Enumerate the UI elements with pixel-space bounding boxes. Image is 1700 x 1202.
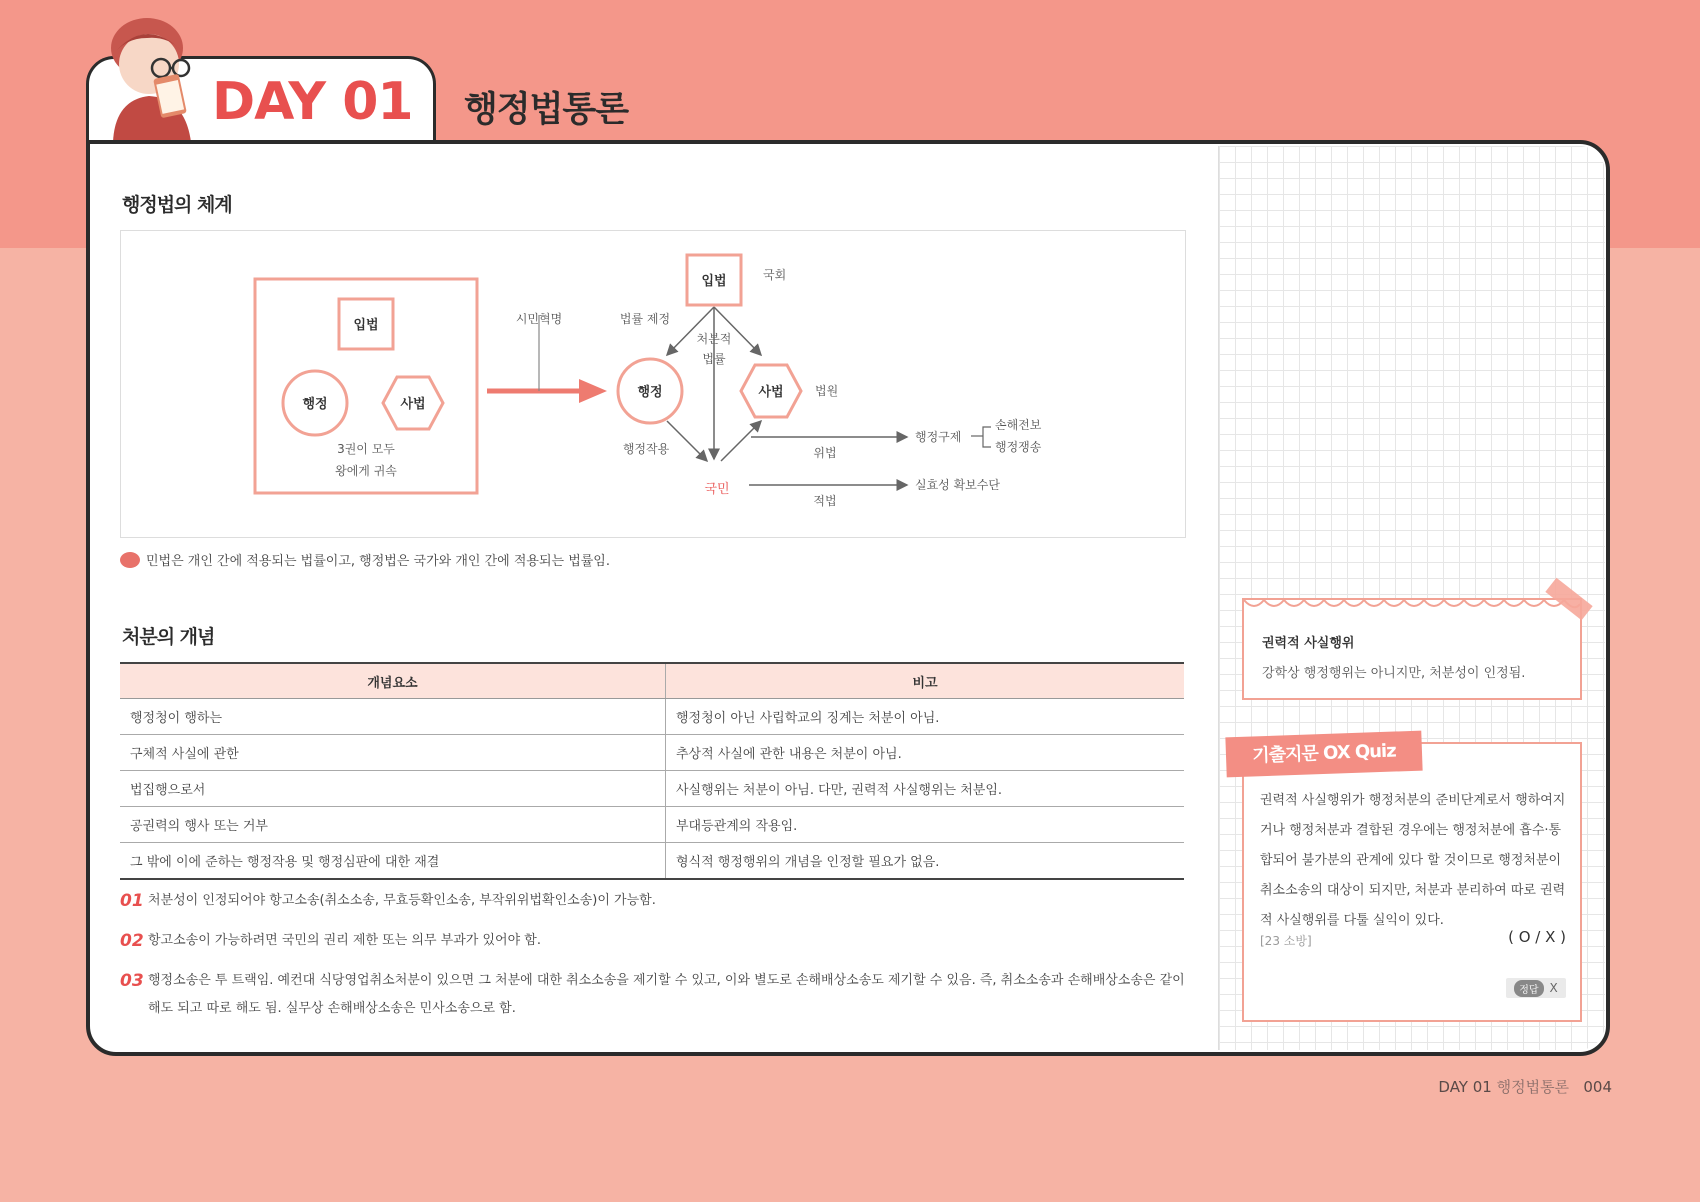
list-item bbox=[120, 887, 1186, 915]
item-text: 항고소송이 가능하려면 국민의 권리 제한 또는 의무 부과가 있어야 함. bbox=[148, 933, 541, 948]
civil-law-note bbox=[120, 550, 610, 569]
admin-relief-label: 행정구제 bbox=[915, 430, 962, 444]
quiz-label: 기출지문 OX Quiz bbox=[1225, 731, 1422, 778]
footer-title: 행정법통론 bbox=[1496, 1078, 1570, 1096]
list-item bbox=[120, 927, 1186, 955]
legislative-label-left: 입법 bbox=[353, 318, 379, 333]
left-caption-line1: 3권이 모두 bbox=[337, 442, 395, 456]
table-cell: 구체적 사실에 관한 bbox=[120, 735, 666, 771]
scalloped-edge bbox=[1244, 598, 1580, 614]
sticky-body: 강학상 행정행위는 아니지만, 처분성이 인정됨. bbox=[1262, 666, 1526, 681]
mascot-character-illustration bbox=[95, 14, 205, 142]
admin-law-system-diagram bbox=[120, 230, 1186, 538]
effectiveness-label: 실효성 확보수단 bbox=[915, 478, 1000, 492]
revolution-label: 시민혁명 bbox=[515, 312, 563, 326]
answer-label: 정답 bbox=[1514, 980, 1543, 997]
legal-label: 적법 bbox=[813, 494, 837, 508]
item-number: 03 bbox=[120, 971, 144, 991]
civil-law-note-text: 민법은 개인 간에 적용되는 법률이고, 행정법은 국가와 개인 간에 적용되는 법률임. bbox=[146, 554, 611, 569]
executive-label-left: 행정 bbox=[302, 397, 328, 412]
table-row bbox=[120, 771, 1184, 807]
table-cell: 그 밖에 이에 준하는 행정작용 및 행정심판에 대한 재결 bbox=[120, 843, 666, 880]
table-header-remark: 비고 bbox=[666, 663, 1185, 699]
answer-value: X bbox=[1549, 981, 1558, 995]
numbered-notes bbox=[120, 887, 1186, 1035]
ox-quiz-box bbox=[1242, 742, 1582, 1022]
page-footer bbox=[1438, 1076, 1612, 1097]
table-row bbox=[120, 699, 1184, 735]
people-label: 국민 bbox=[704, 482, 730, 497]
table-cell: 공권력의 행사 또는 거부 bbox=[120, 807, 666, 843]
table-header-element: 개념요소 bbox=[120, 663, 666, 699]
sticky-note bbox=[1242, 598, 1582, 700]
parliament-label: 국회 bbox=[763, 268, 787, 282]
table-row bbox=[120, 807, 1184, 843]
arrow-exec-to-people bbox=[667, 421, 707, 461]
table-header-row bbox=[120, 663, 1184, 699]
day-label: DAY 01 bbox=[212, 72, 413, 132]
legislative-label-right: 입법 bbox=[701, 274, 727, 289]
disposition-label-line2: 법률 bbox=[702, 352, 726, 366]
disposition-concept-table bbox=[120, 662, 1184, 880]
table-cell: 부대등관계의 작용임. bbox=[666, 807, 1185, 843]
judicial-label-left: 사법 bbox=[400, 397, 426, 412]
quiz-source: [23 소방] bbox=[1260, 934, 1312, 948]
section-title-system: 행정법의 체계 bbox=[122, 190, 232, 217]
page-title: 행정법통론 bbox=[464, 90, 629, 130]
table-cell: 추상적 사실에 관한 내용은 처분이 아님. bbox=[666, 735, 1185, 771]
table-cell: 사실행위는 처분이 아님. 다만, 권력적 사실행위는 처분임. bbox=[666, 771, 1185, 807]
disposition-label-line1: 처분적 bbox=[696, 332, 732, 346]
table-cell: 행정청이 행하는 bbox=[120, 699, 666, 735]
revolution-arrow-head bbox=[579, 379, 607, 403]
arrow-legis-to-judicial bbox=[714, 307, 761, 355]
answer-chip[interactable] bbox=[1506, 978, 1566, 998]
quiz-question: 권력적 사실행위가 행정처분의 준비단계로서 행하여지거나 행정처분과 결합된 경우에는 행정처분에 흡수·통합되어 불가분의 관계에 있다 할 것이므로 행정처분이 취소소송의 대상이 되지만, 처분과 분리하여 따로 권력적 사실행위를 다툴 실익이 있다. bbox=[1260, 793, 1566, 928]
sticky-title: 권력적 사실행위 bbox=[1262, 636, 1355, 651]
item-text: 행정소송은 투 트랙임. 예컨대 식당영업취소처분이 있으면 그 처분에 대한 취소소송을 제기할 수 있고, 이와 별도로 손해배상소송도 제기할 수 있음. 즉, 취소소송과 손해배상소송은 같이 해도 되고 따로 해도 됨. 실무상 손해배상소송은 민사소송으로 함. bbox=[148, 973, 1185, 1016]
page-number: 004 bbox=[1583, 1078, 1612, 1096]
list-item bbox=[120, 967, 1186, 1023]
arrow-legis-to-exec bbox=[667, 307, 714, 355]
admin-action-label: 행정작용 bbox=[622, 442, 670, 456]
section-title-disposition: 처분의 개념 bbox=[122, 622, 214, 649]
table-row bbox=[120, 843, 1184, 880]
pointer-hand-icon bbox=[120, 552, 140, 568]
court-label: 법원 bbox=[815, 384, 839, 398]
executive-label-right: 행정 bbox=[637, 385, 663, 400]
left-caption-line2: 왕에게 귀속 bbox=[335, 464, 397, 478]
illegal-label: 위법 bbox=[813, 446, 837, 460]
quiz-ox-choice: ( O / X ) bbox=[1508, 928, 1566, 946]
table-row bbox=[120, 735, 1184, 771]
bracket-relief bbox=[983, 427, 991, 447]
law-making-label: 법률 제정 bbox=[619, 312, 671, 326]
item-text: 처분성이 인정되어야 항고소송(취소소송, 무효등확인소송, 부작위위법확인소송)이 가능함. bbox=[148, 893, 656, 908]
admin-litigation-label: 행정쟁송 bbox=[995, 440, 1042, 454]
footer-day: DAY 01 bbox=[1438, 1078, 1492, 1096]
arrow-people-to-judicial bbox=[721, 421, 761, 461]
item-number: 02 bbox=[120, 931, 144, 951]
table-cell: 법집행으로서 bbox=[120, 771, 666, 807]
table-cell: 행정청이 아닌 사립학교의 징계는 처분이 아님. bbox=[666, 699, 1185, 735]
judicial-label-right: 사법 bbox=[758, 385, 784, 400]
item-number: 01 bbox=[120, 891, 144, 911]
table-cell: 형식적 행정행위의 개념을 인정할 필요가 없음. bbox=[666, 843, 1185, 880]
damage-compensation-label: 손해전보 bbox=[995, 418, 1042, 432]
